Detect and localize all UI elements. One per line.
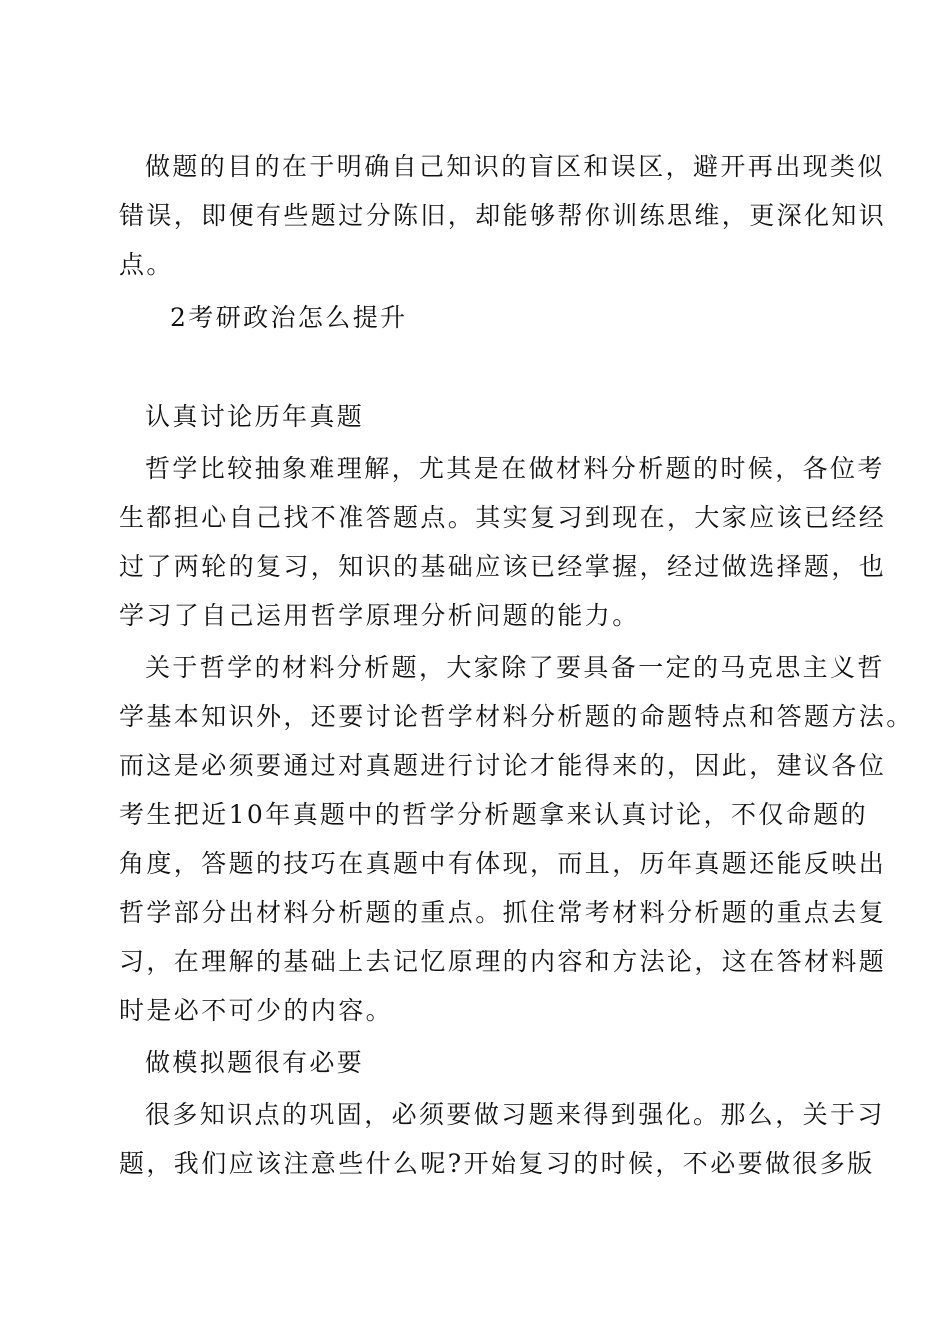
paragraph-line: 错误，即便有些题过分陈旧，却能够帮你训练思维，更深化知识 xyxy=(119,201,887,230)
paragraph-line: 学习了自己运用哲学原理分析问题的能力。 xyxy=(119,601,640,630)
section-heading: 2考研政治怎么提升 xyxy=(170,303,408,332)
subheading: 认真讨论历年真题 xyxy=(145,402,365,431)
paragraph-line: 过了两轮的复习，知识的基础应该已经掌握，经过做选择题，也 xyxy=(119,552,887,581)
paragraph-line: 题，我们应该注意些什么呢?开始复习的时候，不必要做很多版 xyxy=(119,1149,875,1178)
paragraph-line: 点。 xyxy=(119,250,174,279)
paragraph-line: 哲学比较抽象难理解，尤其是在做材料分析题的时候，各位考 xyxy=(145,454,885,483)
paragraph-line: 哲学部分出材料分析题的重点。抓住常考材料分析题的重点去复 xyxy=(119,898,887,927)
paragraph-line: 学基本知识外，还要讨论哲学材料分析题的命题特点和答题方法。 xyxy=(119,702,914,731)
paragraph-line: 角度，答题的技巧在真题中有体现，而且，历年真题还能反映出 xyxy=(119,849,887,878)
paragraph-line: 做题的目的在于明确自己知识的盲区和误区，避开再出现类似 xyxy=(145,152,885,181)
paragraph-line: 时是必不可少的内容。 xyxy=(119,996,394,1025)
paragraph-line: 习，在理解的基础上去记忆原理的内容和方法论，这在答材料题 xyxy=(119,947,887,976)
paragraph-line: 考生把近10年真题中的哲学分析题拿来认真讨论，不仅命题的 xyxy=(119,800,869,829)
subheading: 做模拟题很有必要 xyxy=(145,1048,365,1077)
paragraph-line: 很多知识点的巩固，必须要做习题来得到强化。那么，关于习 xyxy=(145,1100,885,1129)
paragraph-line: 关于哲学的材料分析题，大家除了要具备一定的马克思主义哲 xyxy=(145,653,885,682)
paragraph-line: 而这是必须要通过对真题进行讨论才能得来的，因此，建议各位 xyxy=(119,751,887,780)
paragraph-line: 生都担心自己找不准答题点。其实复习到现在，大家应该已经经 xyxy=(119,503,887,532)
